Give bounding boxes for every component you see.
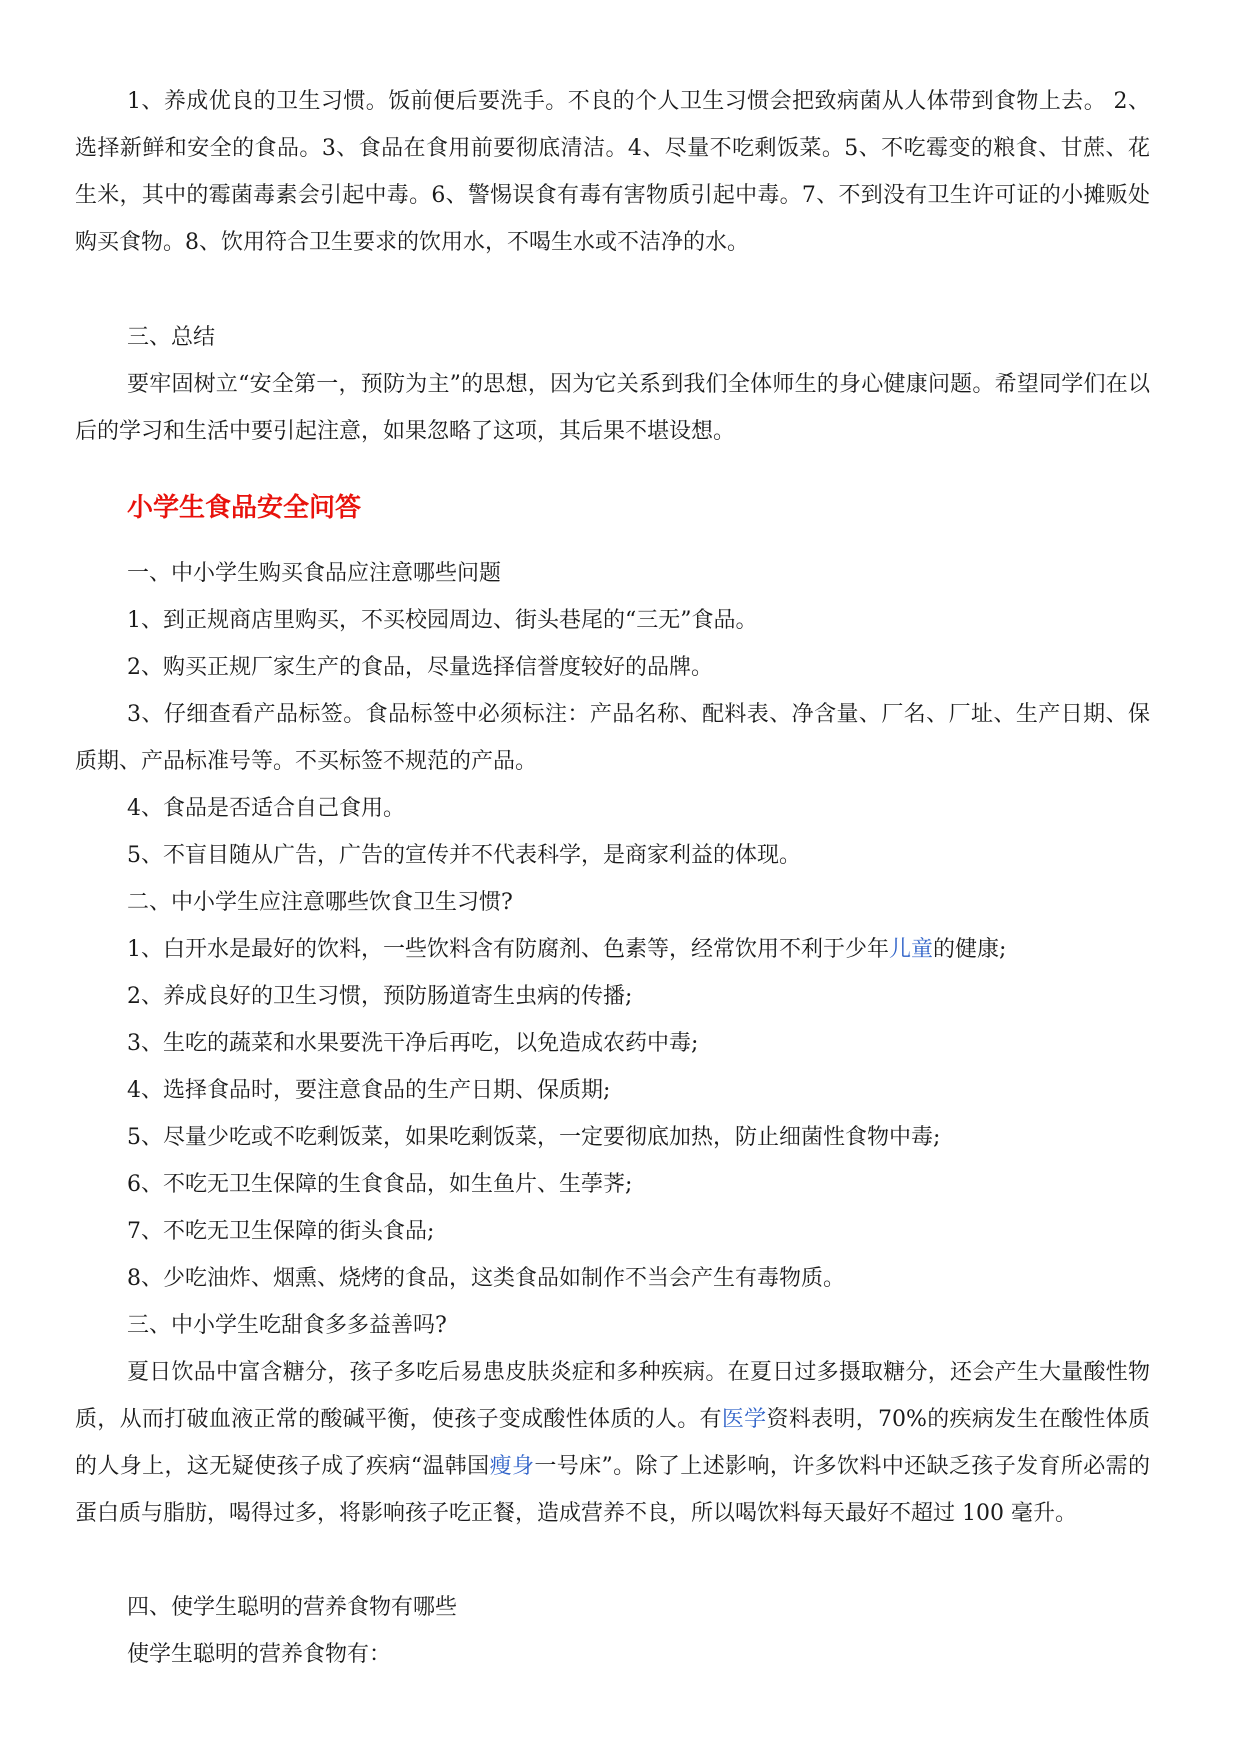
- q3-paragraph: [75, 1349, 1150, 1537]
- q1-item-1: 1、到正规商店里购买，不买校园周边、街头巷尾的“三无”食品。: [127, 608, 758, 633]
- q2-item-2: 2、养成良好的卫生习惯，预防肠道寄生虫病的传播;: [127, 984, 633, 1009]
- q2-item-8: 8、少吃油炸、烟熏、烧烤的食品，这类食品如制作不当会产生有毒物质。: [127, 1266, 845, 1291]
- q2-item-4: 4、选择食品时，要注意食品的生产日期、保质期;: [127, 1078, 611, 1103]
- q1-item-4: 4、食品是否适合自己食用。: [127, 796, 405, 821]
- summary-heading: 三、总结: [127, 325, 216, 350]
- q2-item-5: 5、尽量少吃或不吃剩饭菜，如果吃剩饭菜，一定要彻底加热，防止细菌性食物中毒;: [127, 1125, 941, 1150]
- q3-text-a: 夏日饮品中富含糖分，孩子多吃后易患皮肤炎症和多种疾病。在夏日过多摄取糖分，还会产生大量酸性物质，从而打破血液正常的酸碱平衡，使孩子变成酸性体质的人。有: [75, 1360, 1150, 1432]
- medicine-link[interactable]: 医学: [721, 1407, 767, 1432]
- q1-heading: 一、中小学生购买食品应注意哪些问题: [127, 561, 502, 586]
- q3-heading: 三、中小学生吃甜食多多益善吗?: [127, 1313, 447, 1338]
- slimming-link[interactable]: 瘦身: [489, 1454, 535, 1479]
- q2-heading: 二、中小学生应注意哪些饮食卫生习惯?: [127, 890, 513, 915]
- q3-text-b: 资料表明，70%的疾病发生在酸性体质的人身上，这无疑使孩子成了疾病“温韩国: [75, 1407, 1150, 1479]
- q2-item-1-text-before: 1、白开水是最好的饮料，一些饮料含有防腐剂、色素等，经常饮用不利于少年: [127, 937, 889, 962]
- q2-item-7: 7、不吃无卫生保障的街头食品;: [127, 1219, 435, 1244]
- children-link[interactable]: 儿童: [889, 937, 934, 962]
- q4-heading: 四、使学生聪明的营养食物有哪些: [127, 1595, 458, 1620]
- q2-item-1: [75, 926, 1150, 973]
- summary-paragraph: 要牢固树立“安全第一，预防为主”的思想，因为它关系到我们全体师生的身心健康问题。希望同学们在以后的学习和生活中要引起注意，如果忽略了这项，其后果不堪设想。: [75, 372, 1150, 444]
- q2-item-3: 3、生吃的蔬菜和水果要洗干净后再吃，以免造成农药中毒;: [127, 1031, 699, 1056]
- q3-text-c: 一号床”。除了上述影响，许多饮料中还缺乏孩子发育所必需的蛋白质与脂肪，喝得过多，将影响孩子吃正餐，造成营养不良，所以喝饮料每天最好不超过 100 毫升。: [75, 1454, 1151, 1526]
- q2-item-6: 6、不吃无卫生保障的生食食品，如生鱼片、生荸荠;: [127, 1172, 633, 1197]
- q4-paragraph: 使学生聪明的营养食物有：: [127, 1642, 392, 1667]
- q1-item-2: 2、购买正规厂家生产的食品，尽量选择信誉度较好的品牌。: [127, 655, 713, 680]
- q1-item-5: 5、不盲目随从广告，广告的宣传并不代表科学，是商家利益的体现。: [127, 843, 801, 868]
- intro-paragraph: 1、养成优良的卫生习惯。饭前便后要洗手。不良的个人卫生习惯会把致病菌从人体带到食物上去。 2、选择新鲜和安全的食品。3、食品在食用前要彻底清洁。4、尽量不吃剩饭菜。5、不吃霉变的粮食、甘蔗、花生米，其中的霉菌毒素会引起中毒。6、警惕误食有毒有害物质引起中毒。7、不到没有卫生许可证的小摊贩处购买食物。8、饮用符合卫生要求的饮用水，不喝生水或不洁净的水。: [75, 89, 1150, 255]
- section-title: 小学生食品安全问答: [127, 493, 362, 523]
- q2-item-1-text-after: 的健康;: [933, 937, 1007, 962]
- q1-item-3: 3、仔细查看产品标签。食品标签中必须标注：产品名称、配料表、净含量、厂名、厂址、生产日期、保质期、产品标准号等。不买标签不规范的产品。: [75, 702, 1150, 774]
